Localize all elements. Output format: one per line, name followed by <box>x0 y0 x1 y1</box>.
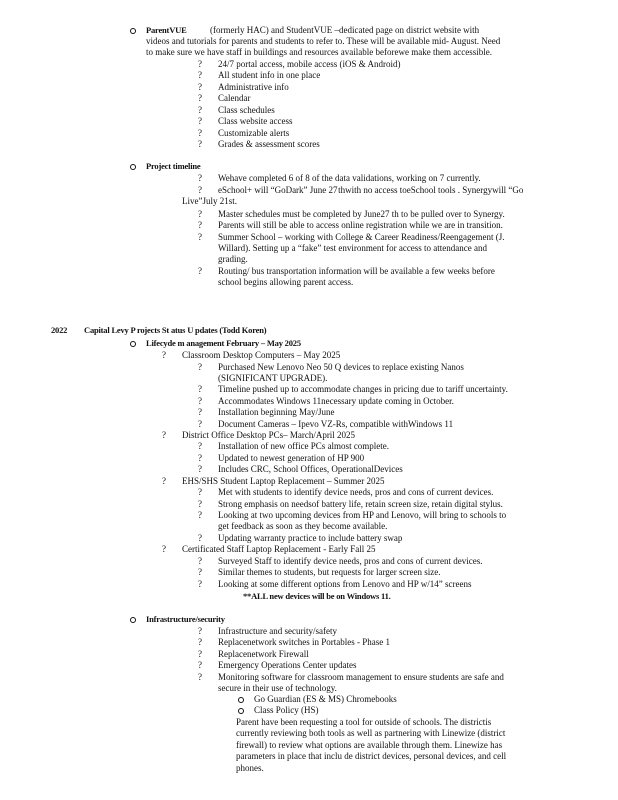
list-bullet: ? <box>198 649 202 659</box>
list-item: Timeline pushed up to accommodate changes in pricing due to tariff uncertainty. <box>218 384 508 394</box>
list-bullet: ? <box>198 59 202 69</box>
list-bullet: ? <box>198 128 202 138</box>
subsection-heading: Classroom Desktop Computers – May 2025 <box>182 350 341 360</box>
list-item <box>218 209 505 220</box>
list-item: Accommodates Windows 11necessary update coming in October. <box>218 396 454 406</box>
list-item: Parents will still be able to access online registration while we are in transition. <box>218 220 503 230</box>
list-bullet: ? <box>198 105 202 115</box>
list-bullet: ? <box>198 232 202 242</box>
infrastructure-heading: Infrastructure/security <box>146 614 225 624</box>
paragraph-line: parameters in place that inclu de district devices, personal devices, and cell <box>236 751 507 761</box>
list-bullet: ? <box>198 185 202 195</box>
list-item-continuation: school begins allowing parent access. <box>218 277 354 287</box>
list-bullet: ? <box>198 407 202 417</box>
section-bullet-circle <box>130 341 136 347</box>
list-bullet: ? <box>198 419 202 429</box>
list-item: Replacenetwork switches in Portables - Phase 1 <box>218 637 390 647</box>
list-item: Class website access <box>218 116 293 126</box>
list-bullet: ? <box>198 453 202 463</box>
list-bullet: ? <box>198 626 202 636</box>
list-bullet: ? <box>198 579 202 589</box>
parentvue-line-2: videos and tutorials for parents and students to refer to. These will be available mid- August. Need <box>146 36 501 46</box>
list-item: Strong emphasis on needsof battery life, retain screen size, retain digital stylus. <box>218 499 503 509</box>
section-bullet-circle <box>130 28 136 34</box>
list-item-continuation: secure in their use of technology. <box>218 683 337 693</box>
list-item-continuation: Live”July 21st. <box>182 196 237 206</box>
parentvue-line-3: to make sure we have staff in buildings and resources available beforewe make them accessible. <box>146 47 492 57</box>
list-item: Installation beginning May/June <box>218 407 335 417</box>
list-bullet: ? <box>162 476 166 486</box>
list-item-continuation: Willard). Setting up a “fake” test environment for access to attendance and <box>218 243 488 253</box>
list-bullet: ? <box>198 116 202 126</box>
capital-levy-heading: Capital Levy P rojects St atus U pdates (Todd Koren) <box>84 325 267 335</box>
list-bullet: ? <box>198 567 202 577</box>
all-devices-note: **ALL new devices will be on Windows 11. <box>243 591 391 601</box>
list-item: Wehave completed 6 of 8 of the data validations, working on 7 currently. <box>218 173 481 183</box>
list-item: Infrastructure and security/safety <box>218 626 337 636</box>
list-item-text: th to be pulled over to Synergy. <box>391 209 505 219</box>
list-item: Customizable alerts <box>218 128 290 138</box>
list-item: Installation of new office PCs almost complete. <box>218 441 390 451</box>
list-item-text: Master schedules must be completed by June27 <box>218 209 390 219</box>
sub-list-item: Go Guardian (ES & MS) Chromebooks <box>254 694 397 704</box>
paragraph-line: firewall) to review what options are available through them. Linewize has <box>236 740 503 750</box>
list-item: Monitoring software for classroom management to ensure students are safe and <box>218 672 504 682</box>
list-item: 24/7 portal access, mobile access (iOS & Android) <box>218 59 401 69</box>
list-item: Includes CRC, School Offices, OperationalDevices <box>218 464 403 474</box>
list-item: Grades & assessment scores <box>218 139 320 149</box>
list-bullet: ? <box>198 266 202 276</box>
list-item: All student info in one place <box>218 70 321 80</box>
list-item: Purchased New Lenovo Neo 50 Q devices to replace existing Nanos <box>218 362 464 372</box>
sub-bullet-circle <box>238 697 244 703</box>
list-bullet: ? <box>198 441 202 451</box>
list-bullet: ? <box>198 93 202 103</box>
list-bullet: ? <box>162 544 166 554</box>
section-bullet-circle <box>130 617 136 623</box>
list-item: Calendar <box>218 93 251 103</box>
list-item: Looking at two upcoming devices from HP and Lenovo, will bring to schools to <box>218 510 507 520</box>
list-bullet: ? <box>198 672 202 682</box>
list-bullet: ? <box>198 209 202 219</box>
list-item-text: thwith no access toeSchool tools . Synergywill “Go <box>338 185 524 195</box>
list-bullet: ? <box>198 556 202 566</box>
list-item-continuation: grading. <box>218 254 248 264</box>
list-item <box>218 185 525 196</box>
paragraph-line: Parent have been requesting a tool for outside of schools. The districtis <box>236 717 492 727</box>
list-bullet: ? <box>198 487 202 497</box>
list-bullet: ? <box>198 396 202 406</box>
list-bullet: ? <box>198 464 202 474</box>
sub-bullet-circle <box>238 708 244 714</box>
lifecycle-heading: Lifecyde m anagement February – May 2025 <box>146 338 301 348</box>
list-item: Looking at some different options from Lenovo and HP w/14” screens <box>218 579 472 589</box>
list-item: Administrative info <box>218 82 289 92</box>
list-item: Updating warranty practice to include battery swap <box>218 533 403 543</box>
list-bullet: ? <box>198 499 202 509</box>
section-bullet-circle <box>130 164 136 170</box>
list-item: Document Cameras – Ipevo VZ-Rs, compatible withWindows 11 <box>218 419 454 429</box>
list-bullet: ? <box>198 660 202 670</box>
list-bullet: ? <box>198 384 202 394</box>
list-bullet: ? <box>198 139 202 149</box>
paragraph-line: currently reviewing both tools as well as partnering with Linewize (district <box>236 728 506 738</box>
list-item: Replacenetwork Firewall <box>218 649 309 659</box>
list-item-continuation: (SIGNIFICANT UPGRADE). <box>218 373 328 383</box>
parentvue-title: ParentVUE <box>146 25 187 35</box>
list-bullet: ? <box>198 362 202 372</box>
list-item-continuation: get feedback as soon as they become available. <box>218 521 388 531</box>
list-bullet: ? <box>162 350 166 360</box>
list-bullet: ? <box>162 430 166 440</box>
project-timeline-heading: Project timeline <box>146 161 201 171</box>
list-item: Emergency Operations Center updates <box>218 660 357 670</box>
list-bullet: ? <box>198 510 202 520</box>
subsection-heading: EHS/SHS Student Laptop Replacement – Summer 2025 <box>182 476 385 486</box>
list-bullet: ? <box>198 533 202 543</box>
sub-list-item: Class Policy (HS) <box>254 705 319 715</box>
list-bullet: ? <box>198 70 202 80</box>
list-item-text: eSchool+ will “GoDark” June 27 <box>218 185 338 195</box>
section-year: 2022 <box>51 325 68 335</box>
paragraph-line: phones. <box>236 763 264 773</box>
list-item: Met with students to identify device needs, pros and cons of current devices. <box>218 487 494 497</box>
list-item: Similar themes to students, but requests for larger screen size. <box>218 567 441 577</box>
list-item: Updated to newest generation of HP 900 <box>218 453 365 463</box>
list-item: Summer School – working with College & Career Readiness/Reengagement (J. <box>218 232 505 242</box>
list-bullet: ? <box>198 637 202 647</box>
subsection-heading: District Office Desktop PCs– March/April 2025 <box>182 430 356 440</box>
list-bullet: ? <box>198 173 202 183</box>
list-bullet: ? <box>198 82 202 92</box>
list-item: Routing/ bus transportation information will be available a few weeks before <box>218 266 495 276</box>
parentvue-heading-line: (formerly HAC) and StudentVUE –dedicated page on district website with <box>210 25 480 35</box>
list-item: Surveyed Staff to identify device needs, pros and cons of current devices. <box>218 556 483 566</box>
list-item: Class schedules <box>218 105 275 115</box>
subsection-heading: Certificated Staff Laptop Replacement - Early Fall 25 <box>182 544 376 554</box>
list-bullet: ? <box>198 220 202 230</box>
